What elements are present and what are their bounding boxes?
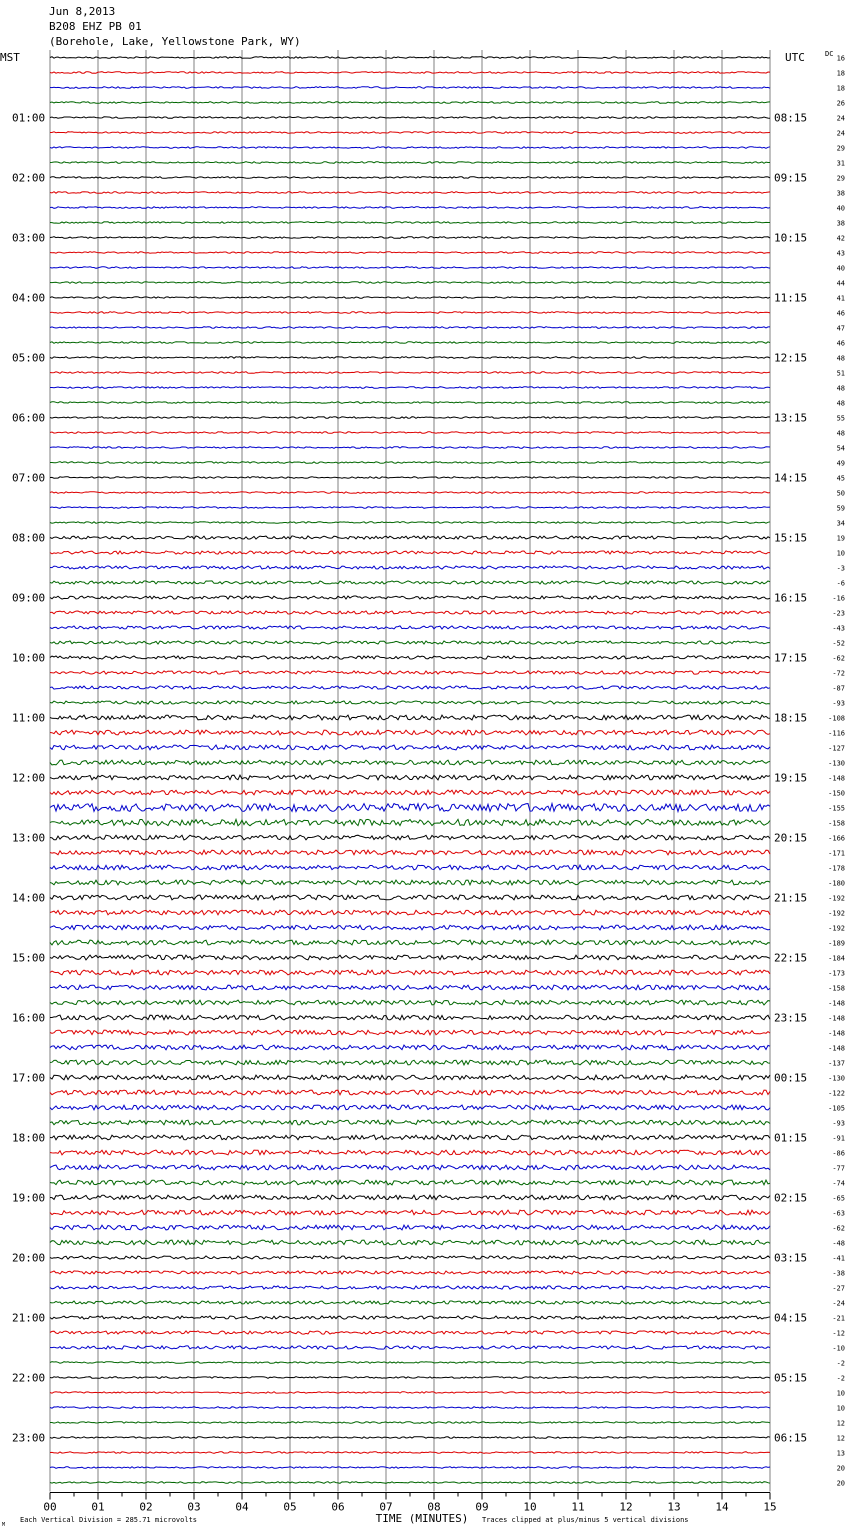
dc-offset-label: 10 xyxy=(836,1389,845,1398)
dc-offset-label: 24 xyxy=(836,129,845,138)
utc-hour-labels xyxy=(774,112,807,1445)
mst-hour-label: 01:00 xyxy=(12,111,46,125)
mst-hour-label: 09:00 xyxy=(12,591,46,605)
mst-hour-label: 04:00 xyxy=(12,291,46,305)
trace-row xyxy=(50,447,770,449)
dc-offset-label: -10 xyxy=(832,1344,845,1353)
dc-offset-label: -116 xyxy=(828,729,845,738)
dc-offset-label: -180 xyxy=(828,879,845,888)
x-tick-label: 02 xyxy=(139,1500,153,1514)
trace-row xyxy=(50,730,770,735)
dc-offset-label: 48 xyxy=(836,429,845,438)
trace-row xyxy=(50,297,770,299)
station-location: (Borehole, Lake, Yellowstone Park, WY) xyxy=(49,35,301,48)
dc-offset-header: DC xyxy=(825,50,834,58)
dc-offset-label: 34 xyxy=(836,519,845,528)
trace-row xyxy=(50,880,770,885)
mst-hour-label: 11:00 xyxy=(12,711,46,725)
trace-row xyxy=(50,1030,770,1035)
dc-offset-label: -27 xyxy=(832,1284,845,1293)
dc-offset-label: -93 xyxy=(832,699,845,708)
trace-row xyxy=(50,701,770,704)
dc-offset-label: -2 xyxy=(836,1359,845,1368)
mst-hour-label: 13:00 xyxy=(12,831,46,845)
corner-mark: M xyxy=(2,1522,6,1528)
trace-row xyxy=(50,895,770,900)
dc-offset-label: -23 xyxy=(832,609,845,618)
mst-hour-label: 23:00 xyxy=(12,1431,46,1445)
dc-offset-label: 50 xyxy=(836,489,845,498)
trace-row xyxy=(50,1346,770,1349)
trace-row xyxy=(50,387,770,389)
trace-row xyxy=(50,1225,770,1230)
trace-row xyxy=(50,745,770,750)
mst-hour-label: 15:00 xyxy=(12,951,46,965)
x-tick-label: 10 xyxy=(523,1500,537,1514)
dc-offset-label: 16 xyxy=(836,54,845,63)
x-tick-label: 07 xyxy=(379,1500,393,1514)
trace-row xyxy=(50,1180,770,1185)
trace-row xyxy=(50,1377,770,1379)
trace-row xyxy=(50,117,770,119)
dc-offset-label: 12 xyxy=(836,1419,845,1428)
vertical-scale-note: Each Vertical Division = 285.71 microvolts xyxy=(20,1516,198,1524)
mst-hour-label: 07:00 xyxy=(12,471,46,485)
utc-hour-label: 19:15 xyxy=(774,771,808,785)
trace-row xyxy=(50,1015,770,1020)
trace-row xyxy=(50,237,770,239)
x-tick-label: 12 xyxy=(619,1500,633,1514)
dc-offset-label: 54 xyxy=(836,444,845,453)
utc-hour-label: 03:15 xyxy=(774,1251,808,1265)
trace-row xyxy=(50,1240,770,1245)
trace-row xyxy=(50,282,770,284)
dc-offset-label: 20 xyxy=(836,1464,845,1473)
trace-row xyxy=(50,372,770,374)
trace-row xyxy=(50,775,770,780)
utc-hour-label: 01:15 xyxy=(774,1131,808,1145)
plot-date: Jun 8,2013 xyxy=(49,5,116,18)
dc-offset-label: -2 xyxy=(836,1374,845,1383)
dc-offset-label: 47 xyxy=(836,324,845,333)
dc-offset-label: 46 xyxy=(836,339,845,348)
trace-row xyxy=(50,760,770,765)
trace-row xyxy=(50,357,770,359)
mst-hour-labels xyxy=(12,112,45,1445)
mst-hour-label: 20:00 xyxy=(12,1251,46,1265)
trace-row xyxy=(50,626,770,629)
trace-row xyxy=(50,402,770,404)
trace-row xyxy=(50,536,770,539)
trace-row xyxy=(50,1150,770,1155)
trace-row xyxy=(50,1135,770,1140)
x-tick-label: 11 xyxy=(571,1500,585,1514)
dc-offset-label: 48 xyxy=(836,399,845,408)
dc-offset-label: 38 xyxy=(836,219,845,228)
utc-hour-label: 02:15 xyxy=(774,1191,808,1205)
trace-row xyxy=(50,1467,770,1469)
mst-hour-label: 06:00 xyxy=(12,411,46,425)
mst-hour-label: 21:00 xyxy=(12,1311,46,1325)
dc-offset-label: -130 xyxy=(828,759,845,768)
trace-row xyxy=(50,804,770,812)
utc-hour-label: 05:15 xyxy=(774,1371,808,1385)
dc-offset-label: 42 xyxy=(836,234,845,243)
dc-offset-label: 38 xyxy=(836,189,845,198)
trace-row xyxy=(50,177,770,179)
trace-row xyxy=(50,1090,770,1095)
clip-note: Traces clipped at plus/minus 5 vertical divisions xyxy=(482,1516,689,1524)
utc-hour-label: 13:15 xyxy=(774,411,808,425)
x-tick-label: 06 xyxy=(331,1500,345,1514)
dc-offset-label: 43 xyxy=(836,249,845,258)
trace-row xyxy=(50,1256,770,1259)
dc-offset-label: -93 xyxy=(832,1119,845,1128)
trace-row xyxy=(50,1286,770,1289)
trace-row xyxy=(50,1482,770,1484)
dc-offset-label: 51 xyxy=(836,369,845,378)
dc-offset-label: -148 xyxy=(828,774,845,783)
dc-offset-label: -87 xyxy=(832,684,845,693)
mst-hour-label: 18:00 xyxy=(12,1131,46,1145)
utc-hour-label: 15:15 xyxy=(774,531,808,545)
dc-offset-label: 29 xyxy=(836,144,845,153)
trace-row xyxy=(50,715,770,720)
trace-row xyxy=(50,72,770,74)
station-id: B208 EHZ PB 01 xyxy=(49,20,142,33)
trace-row xyxy=(50,1060,770,1065)
mst-hour-label: 16:00 xyxy=(12,1011,46,1025)
mst-hour-label: 19:00 xyxy=(12,1191,46,1205)
utc-hour-label: 11:15 xyxy=(774,291,808,305)
trace-row xyxy=(50,87,770,89)
dc-offset-label: -148 xyxy=(828,1029,845,1038)
dc-offset-label: -150 xyxy=(828,789,845,798)
dc-offset-label: 48 xyxy=(836,384,845,393)
trace-row xyxy=(50,566,770,569)
dc-offset-label: -158 xyxy=(828,819,845,828)
trace-row xyxy=(50,551,770,554)
dc-offset-label: -184 xyxy=(828,954,845,963)
dc-offset-label: 49 xyxy=(836,459,845,468)
trace-row xyxy=(50,1301,770,1304)
trace-row xyxy=(50,327,770,329)
dc-offset-label: 31 xyxy=(836,159,845,168)
dc-offset-label: 24 xyxy=(836,114,845,123)
mst-hour-label: 10:00 xyxy=(12,651,46,665)
dc-offset-label: -48 xyxy=(832,1239,845,1248)
trace-row xyxy=(50,342,770,344)
trace-row xyxy=(50,1452,770,1454)
dc-offset-label: 55 xyxy=(836,414,845,423)
dc-offset-label: 29 xyxy=(836,174,845,183)
trace-row xyxy=(50,850,770,855)
utc-hour-label: 12:15 xyxy=(774,351,808,365)
trace-row xyxy=(50,1105,770,1110)
dc-offset-label: -189 xyxy=(828,939,845,948)
trace-row xyxy=(50,686,770,689)
trace-row xyxy=(50,1000,770,1005)
trace-row xyxy=(50,477,770,479)
dc-offset-label: -24 xyxy=(832,1299,845,1308)
utc-hour-label: 04:15 xyxy=(774,1311,808,1325)
dc-offset-label: 20 xyxy=(836,1479,845,1488)
dc-offset-label: -173 xyxy=(828,969,845,978)
trace-row xyxy=(50,819,770,825)
utc-hour-label: 00:15 xyxy=(774,1071,808,1085)
dc-offset-label: -192 xyxy=(828,924,845,933)
dc-offset-label: -62 xyxy=(832,1224,845,1233)
trace-row xyxy=(50,492,770,494)
x-tick-label: 05 xyxy=(283,1500,297,1514)
utc-hour-label: 09:15 xyxy=(774,171,808,185)
trace-row xyxy=(50,955,770,960)
dc-offset-label: 59 xyxy=(836,504,845,513)
trace-row xyxy=(50,835,770,840)
dc-offset-label: 40 xyxy=(836,264,845,273)
dc-offset-label: -62 xyxy=(832,654,845,663)
dc-offset-label: -158 xyxy=(828,984,845,993)
dc-offset-label: -166 xyxy=(828,834,845,843)
dc-offset-label: -12 xyxy=(832,1329,845,1338)
mst-hour-label: 05:00 xyxy=(12,351,46,365)
dc-offset-label: 44 xyxy=(836,279,845,288)
dc-offset-label: -52 xyxy=(832,639,845,648)
trace-row xyxy=(50,581,770,584)
trace-row xyxy=(50,1316,770,1319)
x-tick-label: 09 xyxy=(475,1500,489,1514)
utc-zone-label: UTC xyxy=(785,51,805,64)
dc-offset-label: -63 xyxy=(832,1209,845,1218)
dc-offset-label: 26 xyxy=(836,99,845,108)
trace-row xyxy=(50,925,770,930)
dc-offset-label: -105 xyxy=(828,1104,845,1113)
dc-offset-label: -86 xyxy=(832,1149,845,1158)
trace-row xyxy=(50,462,770,464)
utc-hour-label: 06:15 xyxy=(774,1431,808,1445)
trace-row xyxy=(50,1271,770,1274)
dc-offset-label: -122 xyxy=(828,1089,845,1098)
trace-row xyxy=(50,970,770,975)
utc-hour-label: 17:15 xyxy=(774,651,808,665)
dc-offset-label: 45 xyxy=(836,474,845,483)
mst-hour-label: 14:00 xyxy=(12,891,46,905)
utc-hour-label: 18:15 xyxy=(774,711,808,725)
dc-offset-label: -130 xyxy=(828,1074,845,1083)
dc-offset-label: 48 xyxy=(836,354,845,363)
utc-hour-label: 21:15 xyxy=(774,891,808,905)
dc-offset-label: 13 xyxy=(836,1449,845,1458)
dc-offset-label: -65 xyxy=(832,1194,845,1203)
dc-offset-label: 46 xyxy=(836,309,845,318)
mst-zone-label: MST xyxy=(0,51,20,64)
trace-row xyxy=(50,641,770,644)
trace-row xyxy=(50,1407,770,1409)
trace-row xyxy=(50,1392,770,1394)
dc-offset-label: -192 xyxy=(828,909,845,918)
dc-offset-label: -38 xyxy=(832,1269,845,1278)
dc-offset-label: -43 xyxy=(832,624,845,633)
dc-offset-label: -72 xyxy=(832,669,845,678)
x-tick-label: 14 xyxy=(715,1500,729,1514)
dc-offset-label: -108 xyxy=(828,714,845,723)
trace-row xyxy=(50,147,770,149)
dc-offset-label: 40 xyxy=(836,204,845,213)
x-tick-label: 15 xyxy=(763,1500,777,1514)
x-tick-label: 08 xyxy=(427,1500,441,1514)
trace-row xyxy=(50,910,770,915)
dc-offset-label: 12 xyxy=(836,1434,845,1443)
dc-offset-label: -21 xyxy=(832,1314,845,1323)
dc-offset-label: -171 xyxy=(828,849,845,858)
mst-hour-label: 03:00 xyxy=(12,231,46,245)
trace-row xyxy=(50,162,770,164)
trace-row xyxy=(50,102,770,104)
trace-row xyxy=(50,940,770,945)
trace-row xyxy=(50,267,770,269)
x-tick-label: 00 xyxy=(43,1500,57,1514)
x-tick-label: 04 xyxy=(235,1500,249,1514)
time-axis xyxy=(43,1493,776,1514)
mst-hour-label: 02:00 xyxy=(12,171,46,185)
trace-row xyxy=(50,1437,770,1439)
utc-hour-label: 14:15 xyxy=(774,471,808,485)
dc-offset-label: 10 xyxy=(836,549,845,558)
mst-hour-label: 12:00 xyxy=(12,771,46,785)
trace-row xyxy=(50,1045,770,1050)
utc-hour-label: 10:15 xyxy=(774,231,808,245)
dc-offset-label: 10 xyxy=(836,1404,845,1413)
trace-row xyxy=(50,252,770,254)
trace-row xyxy=(50,1362,770,1364)
x-tick-label: 01 xyxy=(91,1500,105,1514)
dc-offset-label: -137 xyxy=(828,1059,845,1068)
trace-row xyxy=(50,522,770,524)
trace-row xyxy=(50,312,770,314)
trace-row xyxy=(50,417,770,419)
trace-row xyxy=(50,1331,770,1334)
dc-offset-labels xyxy=(828,55,845,1488)
utc-hour-label: 22:15 xyxy=(774,951,808,965)
trace-row xyxy=(50,1210,770,1215)
dc-offset-label: -148 xyxy=(828,1044,845,1053)
utc-hour-label: 20:15 xyxy=(774,831,808,845)
trace-row xyxy=(50,596,770,599)
trace-row xyxy=(50,671,770,674)
dc-offset-label: -127 xyxy=(828,744,845,753)
dc-offset-label: -192 xyxy=(828,894,845,903)
utc-hour-label: 23:15 xyxy=(774,1011,808,1025)
dc-offset-label: -148 xyxy=(828,1014,845,1023)
trace-row xyxy=(50,57,770,59)
trace-row xyxy=(50,656,770,659)
x-axis-title: TIME (MINUTES) xyxy=(375,1512,469,1525)
trace-row xyxy=(50,1075,770,1080)
dc-offset-label: -155 xyxy=(828,804,845,813)
trace-row xyxy=(50,432,770,434)
trace-row xyxy=(50,790,770,795)
dc-offset-label: -77 xyxy=(832,1164,845,1173)
dc-offset-label: -178 xyxy=(828,864,845,873)
utc-hour-label: 08:15 xyxy=(774,111,808,125)
dc-offset-label: 19 xyxy=(836,534,845,543)
dc-offset-label: 41 xyxy=(836,294,845,303)
vertical-grid xyxy=(50,50,770,1492)
dc-offset-label: -148 xyxy=(828,999,845,1008)
x-tick-label: 03 xyxy=(187,1500,201,1514)
dc-offset-label: -16 xyxy=(832,594,845,603)
trace-row xyxy=(50,1120,770,1125)
dc-offset-label: -91 xyxy=(832,1134,845,1143)
trace-row xyxy=(50,1165,770,1170)
dc-offset-label: -74 xyxy=(832,1179,845,1188)
trace-row xyxy=(50,1422,770,1424)
mst-hour-label: 17:00 xyxy=(12,1071,46,1085)
dc-offset-label: -3 xyxy=(836,564,845,573)
trace-rows xyxy=(50,57,770,1484)
dc-offset-label: -41 xyxy=(832,1254,845,1263)
utc-hour-label: 16:15 xyxy=(774,591,808,605)
dc-offset-label: -6 xyxy=(836,579,845,588)
trace-row xyxy=(50,1195,770,1200)
trace-row xyxy=(50,611,770,614)
trace-row xyxy=(50,192,770,194)
mst-hour-label: 22:00 xyxy=(12,1371,46,1385)
trace-row xyxy=(50,222,770,224)
dc-offset-label: 18 xyxy=(836,69,845,78)
trace-row xyxy=(50,985,770,990)
dc-offset-label: 18 xyxy=(836,84,845,93)
x-tick-label: 13 xyxy=(667,1500,681,1514)
trace-row xyxy=(50,507,770,509)
mst-hour-label: 08:00 xyxy=(12,531,46,545)
trace-row xyxy=(50,865,770,870)
trace-row xyxy=(50,207,770,209)
trace-row xyxy=(50,132,770,134)
